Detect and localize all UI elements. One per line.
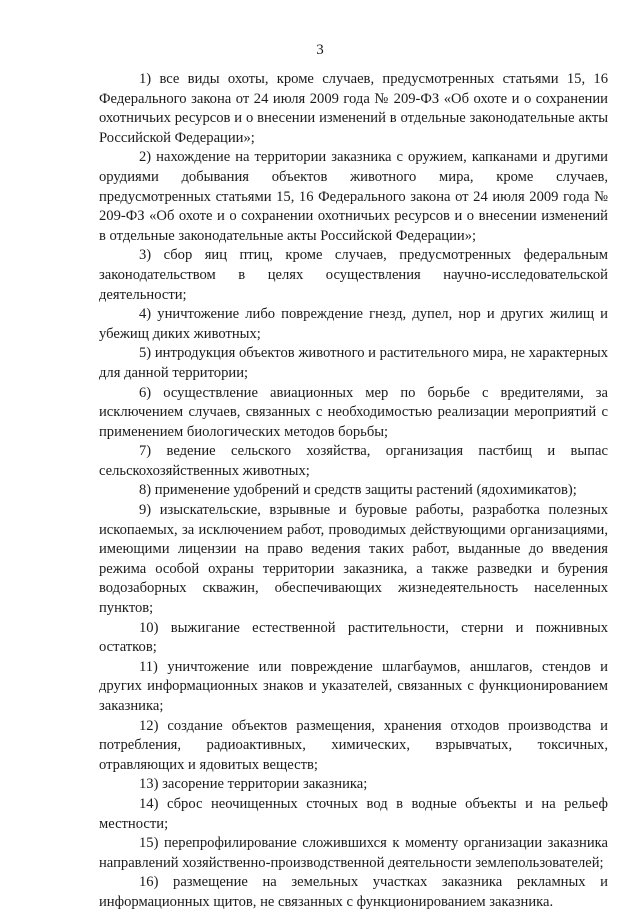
list-item: 14) сброс неочищенных сточных вод в водные объекты и на рельеф местности; <box>99 795 608 832</box>
list-item: 13) засорение территории заказника; <box>139 776 368 793</box>
list-item: 9) изыскательские, взрывные и буровые работы, разработка полезных ископаемых, за исключением работ, проводимых действующими организациями, имеющими лицензии на право ведения таких работ, выданные до введения режима особой охраны территории заказника, а также разведки и бурения водозаборных скважин, обеспечивающих жизнедеятельность населенных пунктов; <box>99 502 608 617</box>
list-item: 12) создание объектов размещения, хранения отходов производства и потребления, радиоактивных, химических, взрывчатых, токсичных, отравляющих и ядовитых веществ; <box>99 717 608 773</box>
list-item: 2) нахождение на территории заказника с оружием, капканами и другими орудиями добывания объектов животного мира, кроме случаев, предусмотренных статьями 15, 16 Федерального закона от 24 июля 2009 года № 209-ФЗ «Об охоте и о сохранении охотничьих ресурсов и о внесении изменений в отдельные законодательные акты Российской Федерации»; <box>99 149 608 244</box>
list-item: 1) все виды охоты, кроме случаев, предусмотренных статьями 15, 16 Федерального закона от 24 июля 2009 года № 209-ФЗ «Об охоте и о сохранении охотничьих ресурсов и о внесении изменений в отдельные законодательные акты Российской Федерации»; <box>99 71 608 146</box>
list-item: 16) размещение на земельных участках заказника рекламных и информационных щитов, не связанных с функционированием заказника. <box>99 874 608 910</box>
list-item: 6) осуществление авиационных мер по борьбе с вредителями, за исключением случаев, связанных с необходимостью реализации мероприятий с применением биологических методов борьбы; <box>99 384 608 440</box>
list-item: 4) уничтожение либо повреждение гнезд, дупел, нор и других жилищ и убежищ диких животных; <box>99 306 608 342</box>
list-item: 11) уничтожение или повреждение шлагбаумов, аншлагов, стендов и других информационных знаков и указателей, связанных с функционированием заказника; <box>99 658 608 714</box>
list-item: 3) сбор яиц птиц, кроме случаев, предусмотренных федеральным законодательством в целях осуществления научно-исследовательской деятельности; <box>99 247 608 303</box>
list-item: 8) применение удобрений и средств защиты растений (ядохимикатов); <box>139 482 577 499</box>
list-item: 15) перепрофилирование сложившихся к моменту организации заказника направлений хозяйственно-производственной деятельности землепользователей; <box>99 835 608 871</box>
page-number: 3 <box>316 42 324 58</box>
list-item: 10) выжигание естественной растительности, стерни и пожнивных остатков; <box>99 619 608 656</box>
list-item: 5) интродукция объектов животного и растительного мира, не характерных для данной территории; <box>99 345 608 381</box>
list-item: 7) ведение сельского хозяйства, организация пастбищ и выпас сельскохозяйственных животных; <box>99 443 608 479</box>
prohibitions-list <box>99 70 608 913</box>
